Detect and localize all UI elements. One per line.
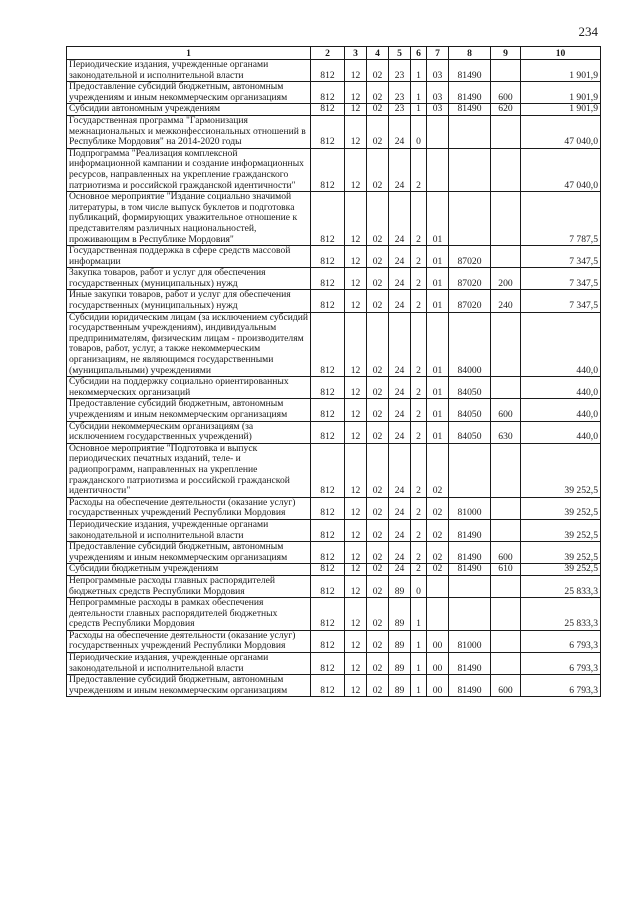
subsection-code: 02 (367, 421, 389, 443)
subprogram-code: 2 (411, 519, 427, 541)
subprogram-code: 0 (411, 115, 427, 148)
section-code: 12 (345, 564, 367, 576)
subsection-code: 02 (367, 497, 389, 519)
expense-type-code: 600 (491, 675, 521, 697)
amount: 39 252,5 (521, 519, 601, 541)
ministry-code: 812 (311, 542, 345, 564)
column-header: 7 (427, 47, 449, 60)
program-code: 24 (389, 519, 411, 541)
header-row (67, 47, 601, 60)
table-row (67, 630, 601, 652)
item-name: Периодические издания, учрежденные органами законодательной и исполнительной власти (67, 653, 311, 675)
section-code: 12 (345, 542, 367, 564)
subprogram-code: 1 (411, 630, 427, 652)
direction-code: 84050 (449, 399, 491, 421)
ministry-code: 812 (311, 497, 345, 519)
expense-type-code: 600 (491, 542, 521, 564)
amount: 6 793,3 (521, 653, 601, 675)
section-code: 12 (345, 630, 367, 652)
ministry-code: 812 (311, 653, 345, 675)
subsection-code: 02 (367, 564, 389, 576)
amount: 7 347,5 (521, 290, 601, 312)
amount: 39 252,5 (521, 443, 601, 497)
activity-code: 03 (427, 60, 449, 82)
expense-type-code (491, 443, 521, 497)
expense-type-code (491, 598, 521, 631)
amount: 25 833,3 (521, 598, 601, 631)
expense-type-code (491, 497, 521, 519)
expense-type-code: 600 (491, 399, 521, 421)
subsection-code: 02 (367, 399, 389, 421)
activity-code: 00 (427, 653, 449, 675)
program-code: 24 (389, 542, 411, 564)
subprogram-code: 2 (411, 268, 427, 290)
ministry-code: 812 (311, 268, 345, 290)
section-code: 12 (345, 675, 367, 697)
table-row (67, 575, 601, 597)
section-code: 12 (345, 148, 367, 191)
ministry-code: 812 (311, 675, 345, 697)
item-name: Непрограммные расходы главных распорядителей бюджетных средств Республики Мордовия (67, 575, 311, 597)
subprogram-code: 2 (411, 542, 427, 564)
direction-code (449, 575, 491, 597)
activity-code: 03 (427, 82, 449, 104)
amount: 7 347,5 (521, 268, 601, 290)
item-name: Подпрограмма "Реализация комплексной информационной кампании и создание информационных ресурсов, направленных на укрепление гражданского патриотизма и российской гражданской идентичности" (67, 148, 311, 191)
subsection-code: 02 (367, 675, 389, 697)
table-row (67, 598, 601, 631)
expense-type-code (491, 377, 521, 399)
item-name: Предоставление субсидий бюджетным, автономным учреждениям и иным некоммерческим организациям (67, 399, 311, 421)
item-name: Субсидии на поддержку социально ориентированных некоммерческих организаций (67, 377, 311, 399)
section-code: 12 (345, 598, 367, 631)
expense-type-code: 610 (491, 564, 521, 576)
subprogram-code: 1 (411, 60, 427, 82)
column-header: 1 (67, 47, 311, 60)
subsection-code: 02 (367, 192, 389, 246)
activity-code: 02 (427, 542, 449, 564)
amount: 1 901,9 (521, 82, 601, 104)
item-name: Периодические издания, учрежденные органами законодательной и исполнительной власти (67, 60, 311, 82)
ministry-code: 812 (311, 630, 345, 652)
expense-type-code: 200 (491, 268, 521, 290)
amount: 1 901,9 (521, 104, 601, 116)
amount: 7 787,5 (521, 192, 601, 246)
column-header: 3 (345, 47, 367, 60)
subprogram-code: 1 (411, 598, 427, 631)
section-code: 12 (345, 192, 367, 246)
ministry-code: 812 (311, 148, 345, 191)
table-row (67, 399, 601, 421)
amount: 7 347,5 (521, 246, 601, 268)
program-code: 24 (389, 115, 411, 148)
ministry-code: 812 (311, 519, 345, 541)
item-name: Периодические издания, учрежденные органами законодательной и исполнительной власти (67, 519, 311, 541)
table-row (67, 290, 601, 312)
item-name: Государственная поддержка в сфере средств массовой информации (67, 246, 311, 268)
subprogram-code: 2 (411, 399, 427, 421)
program-code: 24 (389, 497, 411, 519)
subprogram-code: 2 (411, 290, 427, 312)
item-name: Предоставление субсидий бюджетным, автономным учреждениям и иным некоммерческим организациям (67, 675, 311, 697)
section-code: 12 (345, 60, 367, 82)
direction-code: 81490 (449, 653, 491, 675)
activity-code: 00 (427, 675, 449, 697)
amount: 6 793,3 (521, 675, 601, 697)
activity-code: 01 (427, 312, 449, 377)
ministry-code: 812 (311, 115, 345, 148)
amount: 6 793,3 (521, 630, 601, 652)
program-code: 24 (389, 399, 411, 421)
section-code: 12 (345, 268, 367, 290)
subprogram-code: 2 (411, 497, 427, 519)
section-code: 12 (345, 246, 367, 268)
item-name: Непрограммные расходы в рамках обеспечения деятельности главных распорядителей бюджетных средств Республики Мордовия (67, 598, 311, 631)
program-code: 24 (389, 192, 411, 246)
subsection-code: 02 (367, 82, 389, 104)
direction-code: 81000 (449, 497, 491, 519)
amount: 440,0 (521, 399, 601, 421)
table-row (67, 519, 601, 541)
activity-code: 01 (427, 290, 449, 312)
table-row (67, 443, 601, 497)
program-code: 24 (389, 246, 411, 268)
amount: 39 252,5 (521, 542, 601, 564)
item-name: Закупка товаров, работ и услуг для обеспечения государственных (муниципальных) нужд (67, 268, 311, 290)
section-code: 12 (345, 399, 367, 421)
subsection-code: 02 (367, 148, 389, 191)
direction-code: 87020 (449, 246, 491, 268)
column-header: 9 (491, 47, 521, 60)
subsection-code: 02 (367, 60, 389, 82)
table-row (67, 192, 601, 246)
subsection-code: 02 (367, 268, 389, 290)
subprogram-code: 2 (411, 421, 427, 443)
section-code: 12 (345, 377, 367, 399)
subprogram-code: 2 (411, 148, 427, 191)
subsection-code: 02 (367, 542, 389, 564)
program-code: 24 (389, 312, 411, 377)
subprogram-code: 2 (411, 312, 427, 377)
subsection-code: 02 (367, 246, 389, 268)
section-code: 12 (345, 519, 367, 541)
program-code: 23 (389, 82, 411, 104)
ministry-code: 812 (311, 377, 345, 399)
item-name: Предоставление субсидий бюджетным, автономным учреждениям и иным некоммерческим организациям (67, 542, 311, 564)
amount: 47 040,0 (521, 148, 601, 191)
subsection-code: 02 (367, 575, 389, 597)
subsection-code: 02 (367, 443, 389, 497)
expense-type-code (491, 653, 521, 675)
program-code: 89 (389, 630, 411, 652)
direction-code: 81490 (449, 542, 491, 564)
direction-code: 84000 (449, 312, 491, 377)
direction-code: 81000 (449, 630, 491, 652)
direction-code (449, 115, 491, 148)
direction-code: 81490 (449, 519, 491, 541)
subprogram-code: 1 (411, 104, 427, 116)
activity-code: 00 (427, 630, 449, 652)
item-name: Расходы на обеспечение деятельности (оказание услуг) государственных учреждений Республики Мордовия (67, 630, 311, 652)
amount: 39 252,5 (521, 564, 601, 576)
subprogram-code: 2 (411, 443, 427, 497)
table-row (67, 82, 601, 104)
section-code: 12 (345, 82, 367, 104)
section-code: 12 (345, 115, 367, 148)
section-code: 12 (345, 290, 367, 312)
table-row (67, 312, 601, 377)
item-name: Субсидии юридическим лицам (за исключением субсидий государственным учреждениям), индивидуальным предпринимателям, физическим лицам - производителям товаров, работ, услуг, а также некоммерческим организациям, не являющимся государственными (муниципальными) учреждениями (67, 312, 311, 377)
program-code: 24 (389, 564, 411, 576)
activity-code (427, 575, 449, 597)
table-row (67, 148, 601, 191)
amount: 440,0 (521, 312, 601, 377)
amount: 39 252,5 (521, 497, 601, 519)
ministry-code: 812 (311, 60, 345, 82)
activity-code: 01 (427, 399, 449, 421)
item-name: Основное мероприятие "Издание социально значимой литературы, в том числе выпуск буклетов и подготовка публикаций, формирующих уважительное отношение к представителям различных национальностей, проживающим в Республике Мордовия" (67, 192, 311, 246)
direction-code: 81490 (449, 564, 491, 576)
expense-type-code (491, 312, 521, 377)
program-code: 23 (389, 60, 411, 82)
direction-code (449, 148, 491, 191)
activity-code: 02 (427, 497, 449, 519)
amount: 440,0 (521, 421, 601, 443)
direction-code: 84050 (449, 377, 491, 399)
program-code: 89 (389, 598, 411, 631)
activity-code: 02 (427, 564, 449, 576)
direction-code (449, 598, 491, 631)
direction-code: 81490 (449, 104, 491, 116)
direction-code: 81490 (449, 675, 491, 697)
ministry-code: 812 (311, 399, 345, 421)
program-code: 23 (389, 104, 411, 116)
expense-type-code (491, 630, 521, 652)
item-name: Иные закупки товаров, работ и услуг для обеспечения государственных (муниципальных) нужд (67, 290, 311, 312)
expense-type-code: 620 (491, 104, 521, 116)
section-code: 12 (345, 421, 367, 443)
ministry-code: 812 (311, 104, 345, 116)
activity-code: 01 (427, 246, 449, 268)
column-header: 4 (367, 47, 389, 60)
expense-type-code (491, 115, 521, 148)
table-row (67, 377, 601, 399)
ministry-code: 812 (311, 246, 345, 268)
expense-type-code (491, 575, 521, 597)
amount: 440,0 (521, 377, 601, 399)
section-code: 12 (345, 653, 367, 675)
amount: 25 833,3 (521, 575, 601, 597)
subsection-code: 02 (367, 519, 389, 541)
subsection-code: 02 (367, 377, 389, 399)
direction-code: 84050 (449, 421, 491, 443)
ministry-code: 812 (311, 598, 345, 631)
section-code: 12 (345, 575, 367, 597)
ministry-code: 812 (311, 312, 345, 377)
activity-code: 02 (427, 443, 449, 497)
ministry-code: 812 (311, 443, 345, 497)
expense-type-code: 240 (491, 290, 521, 312)
expense-type-code (491, 192, 521, 246)
expense-type-code (491, 60, 521, 82)
activity-code (427, 115, 449, 148)
section-code: 12 (345, 497, 367, 519)
column-header: 6 (411, 47, 427, 60)
subsection-code: 02 (367, 104, 389, 116)
table-row (67, 675, 601, 697)
amount: 1 901,9 (521, 60, 601, 82)
direction-code: 81490 (449, 60, 491, 82)
program-code: 89 (389, 575, 411, 597)
amount: 47 040,0 (521, 115, 601, 148)
activity-code: 03 (427, 104, 449, 116)
item-name: Субсидии автономным учреждениям (67, 104, 311, 116)
column-header: 10 (521, 47, 601, 60)
program-code: 89 (389, 653, 411, 675)
ministry-code: 812 (311, 192, 345, 246)
activity-code: 02 (427, 519, 449, 541)
ministry-code: 812 (311, 290, 345, 312)
activity-code: 01 (427, 192, 449, 246)
subprogram-code: 2 (411, 192, 427, 246)
table-row (67, 564, 601, 576)
subsection-code: 02 (367, 598, 389, 631)
expense-type-code (491, 519, 521, 541)
activity-code: 01 (427, 268, 449, 290)
subprogram-code: 1 (411, 82, 427, 104)
table-row (67, 104, 601, 116)
section-code: 12 (345, 443, 367, 497)
ministry-code: 812 (311, 82, 345, 104)
table-row (67, 421, 601, 443)
table-row (67, 542, 601, 564)
expense-type-code (491, 246, 521, 268)
subprogram-code: 1 (411, 675, 427, 697)
table-row (67, 246, 601, 268)
table-row (67, 268, 601, 290)
item-name: Субсидии некоммерческим организациям (за исключением государственных учреждений) (67, 421, 311, 443)
ministry-code: 812 (311, 421, 345, 443)
program-code: 24 (389, 268, 411, 290)
table-row (67, 60, 601, 82)
program-code: 24 (389, 377, 411, 399)
program-code: 89 (389, 675, 411, 697)
section-code: 12 (345, 312, 367, 377)
subprogram-code: 2 (411, 377, 427, 399)
ministry-code: 812 (311, 575, 345, 597)
ministry-code: 812 (311, 564, 345, 576)
subsection-code: 02 (367, 312, 389, 377)
direction-code (449, 192, 491, 246)
expense-type-code: 630 (491, 421, 521, 443)
subprogram-code: 1 (411, 653, 427, 675)
program-code: 24 (389, 290, 411, 312)
subsection-code: 02 (367, 653, 389, 675)
column-header: 2 (311, 47, 345, 60)
column-header: 8 (449, 47, 491, 60)
direction-code: 81490 (449, 82, 491, 104)
subprogram-code: 2 (411, 564, 427, 576)
subsection-code: 02 (367, 290, 389, 312)
subsection-code: 02 (367, 115, 389, 148)
column-header: 5 (389, 47, 411, 60)
subprogram-code: 2 (411, 246, 427, 268)
activity-code (427, 148, 449, 191)
table-row (67, 497, 601, 519)
activity-code (427, 598, 449, 631)
activity-code: 01 (427, 377, 449, 399)
item-name: Основное мероприятие "Подготовка и выпуск периодических печатных изданий, теле- и радиопрограмм, направленных на укрепление гражданского патриотизма и российской гражданской идентичности" (67, 443, 311, 497)
direction-code: 87020 (449, 268, 491, 290)
item-name: Расходы на обеспечение деятельности (оказание услуг) государственных учреждений Республики Мордовия (67, 497, 311, 519)
item-name: Государственная программа "Гармонизация межнациональных и межконфессиональных отношений в Республике Мордовия" на 2014-2020 годы (67, 115, 311, 148)
expense-type-code: 600 (491, 82, 521, 104)
subsection-code: 02 (367, 630, 389, 652)
page-number: 234 (578, 24, 598, 39)
table-body (67, 60, 601, 697)
expense-type-code (491, 148, 521, 191)
program-code: 24 (389, 421, 411, 443)
table-row (67, 115, 601, 148)
program-code: 24 (389, 148, 411, 191)
table-row (67, 653, 601, 675)
activity-code: 01 (427, 421, 449, 443)
direction-code (449, 443, 491, 497)
subprogram-code: 0 (411, 575, 427, 597)
budget-table (66, 46, 601, 697)
program-code: 24 (389, 443, 411, 497)
direction-code: 87020 (449, 290, 491, 312)
item-name: Предоставление субсидий бюджетным, автономным учреждениям и иным некоммерческим организациям (67, 82, 311, 104)
section-code: 12 (345, 104, 367, 116)
item-name: Субсидии бюджетным учреждениям (67, 564, 311, 576)
